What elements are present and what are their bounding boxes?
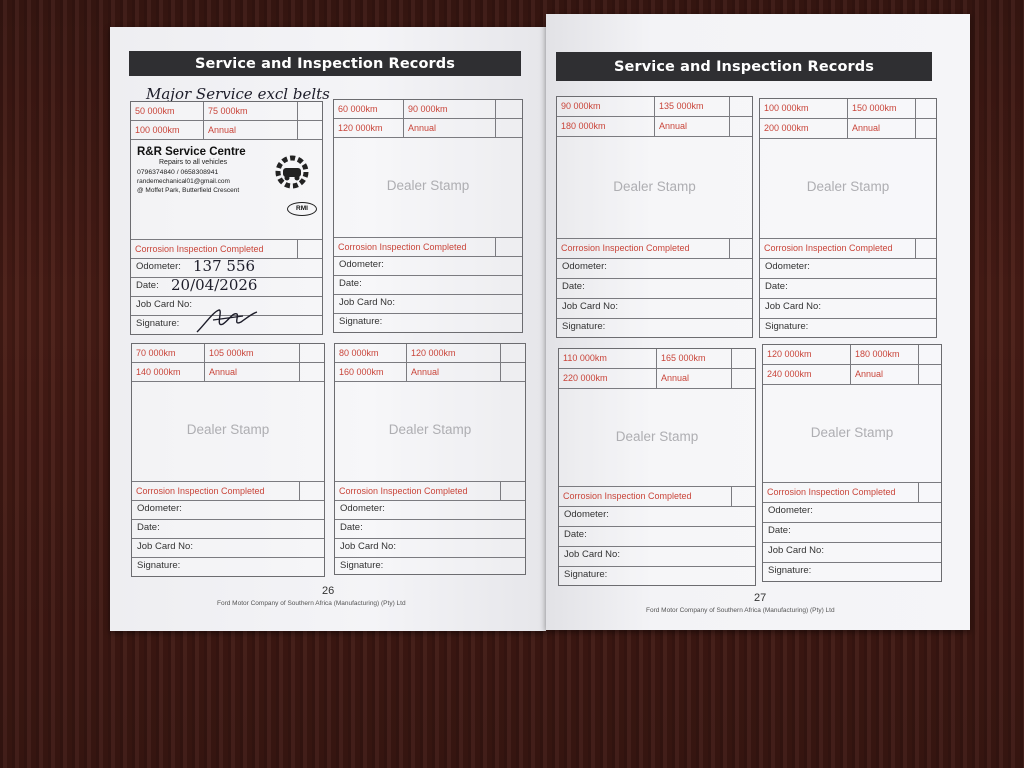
- handwritten-note: Major Service excl belts: [146, 85, 330, 103]
- interval-annual: Annual: [657, 369, 732, 388]
- interval-annual: Annual: [404, 119, 496, 137]
- interval-km: 180 000km: [851, 345, 919, 364]
- odometer-value: 137 556: [193, 257, 256, 275]
- interval-km: 120 000km: [334, 119, 404, 137]
- job-card-label: Job Card No:: [768, 545, 824, 556]
- page-footer: Ford Motor Company of Southern Africa (Manufacturing) (Pty) Ltd: [646, 607, 835, 614]
- signature-label: Signature:: [765, 321, 809, 332]
- interval-km: 90 000km: [557, 97, 655, 116]
- stamp-email: randemechanical01@gmail.com: [137, 178, 230, 185]
- gear-car-logo-icon: [267, 148, 317, 198]
- interval-annual: Annual: [204, 121, 298, 139]
- dealer-stamp-area: [334, 138, 522, 238]
- date-label: Date:: [564, 529, 587, 540]
- service-card: [558, 348, 756, 586]
- odometer-label: Odometer:: [137, 503, 182, 514]
- interval-km: 80 000km: [335, 344, 407, 362]
- corrosion-label: Corrosion Inspection Completed: [131, 240, 298, 258]
- dealer-stamp-area: [557, 137, 752, 239]
- job-card-label: Job Card No:: [564, 549, 620, 560]
- dealer-stamp-area: [763, 385, 941, 483]
- corrosion-label: Corrosion Inspection Completed: [559, 487, 732, 506]
- signature-label: Signature:: [562, 321, 606, 332]
- date-label: Date:: [765, 281, 788, 292]
- service-card: [762, 344, 942, 582]
- stamp-tagline: Repairs to all vehicles: [159, 159, 228, 166]
- interval-km: 75 000km: [204, 102, 298, 120]
- interval-km: 105 000km: [205, 344, 300, 362]
- dealer-stamp-placeholder: Dealer Stamp: [388, 422, 472, 437]
- interval-annual: Annual: [407, 363, 501, 381]
- date-value: 20/04/2026: [171, 276, 258, 294]
- corrosion-label: Corrosion Inspection Completed: [132, 482, 300, 500]
- dealer-stamp-placeholder: Dealer Stamp: [810, 425, 894, 440]
- date-label: Date:: [136, 280, 159, 291]
- interval-km: 120 000km: [407, 344, 501, 362]
- page-number: 26: [322, 585, 335, 597]
- odometer-label: Odometer:: [562, 261, 607, 272]
- page-header: [556, 52, 932, 81]
- date-label: Date:: [340, 522, 363, 533]
- dealer-stamp-placeholder: Dealer Stamp: [806, 179, 890, 194]
- dealer-stamp-area: [335, 382, 525, 482]
- interval-km: 160 000km: [335, 363, 407, 381]
- corrosion-label: Corrosion Inspection Completed: [334, 238, 496, 256]
- dealer-stamp-area: [131, 140, 322, 240]
- interval-km: 90 000km: [404, 100, 496, 118]
- dealer-stamp-placeholder: Dealer Stamp: [386, 178, 470, 193]
- handwritten-signature: [193, 306, 263, 336]
- signature-label: Signature:: [564, 569, 608, 580]
- job-card-label: Job Card No:: [136, 299, 192, 310]
- signature-label: Signature:: [136, 318, 180, 329]
- interval-annual: Annual: [851, 365, 919, 384]
- interval-km: 100 000km: [760, 99, 848, 118]
- date-label: Date:: [562, 281, 585, 292]
- service-card: [131, 343, 325, 577]
- job-card-label: Job Card No:: [137, 541, 193, 552]
- corrosion-label: Corrosion Inspection Completed: [335, 482, 501, 500]
- interval-km: 165 000km: [657, 349, 732, 368]
- right-page: [546, 14, 970, 630]
- job-card-label: Job Card No:: [340, 541, 396, 552]
- interval-km: 135 000km: [655, 97, 730, 116]
- service-card: [333, 99, 523, 333]
- service-card: [556, 96, 753, 338]
- interval-km: 110 000km: [559, 349, 657, 368]
- service-card: [334, 343, 526, 575]
- interval-km: 70 000km: [132, 344, 205, 362]
- signature-label: Signature:: [340, 560, 384, 571]
- corrosion-label: Corrosion Inspection Completed: [760, 239, 916, 258]
- interval-km: 100 000km: [131, 121, 204, 139]
- service-card: [759, 98, 937, 338]
- interval-km: 240 000km: [763, 365, 851, 384]
- job-card-label: Job Card No:: [765, 301, 821, 312]
- page-header-title: Service and Inspection Records: [195, 55, 455, 72]
- interval-km: 180 000km: [557, 117, 655, 136]
- page-footer: Ford Motor Company of Southern Africa (Manufacturing) (Pty) Ltd: [217, 600, 406, 607]
- odometer-label: Odometer:: [136, 261, 181, 272]
- left-page: [110, 27, 546, 631]
- dealer-stamp-placeholder: Dealer Stamp: [613, 179, 696, 194]
- rmi-badge: RMI: [287, 202, 317, 216]
- stamp-name: R&R Service Centre: [137, 146, 246, 158]
- interval-annual: Annual: [205, 363, 300, 381]
- date-label: Date:: [137, 522, 160, 533]
- service-centre-stamp: [137, 146, 317, 212]
- stamp-address: @ Moffet Park, Butterfield Crescent: [137, 187, 240, 194]
- interval-km: 220 000km: [559, 369, 657, 388]
- interval-km: 140 000km: [132, 363, 205, 381]
- interval-km: 50 000km: [131, 102, 204, 120]
- date-label: Date:: [768, 525, 791, 536]
- corrosion-label: Corrosion Inspection Completed: [763, 483, 919, 502]
- date-label: Date:: [339, 278, 362, 289]
- corrosion-label: Corrosion Inspection Completed: [557, 239, 730, 258]
- dealer-stamp-area: [760, 139, 936, 239]
- service-card: [130, 101, 323, 335]
- dealer-stamp-placeholder: Dealer Stamp: [615, 429, 699, 444]
- page-number: 27: [754, 592, 767, 604]
- signature-label: Signature:: [137, 560, 181, 571]
- interval-km: 150 000km: [848, 99, 916, 118]
- page-header: [129, 51, 521, 76]
- odometer-label: Odometer:: [339, 259, 384, 270]
- dealer-stamp-area: [559, 389, 755, 487]
- odometer-label: Odometer:: [765, 261, 810, 272]
- job-card-label: Job Card No:: [562, 301, 618, 312]
- interval-annual: Annual: [655, 117, 730, 136]
- interval-km: 120 000km: [763, 345, 851, 364]
- signature-label: Signature:: [768, 565, 812, 576]
- signature-label: Signature:: [339, 316, 383, 327]
- dealer-stamp-placeholder: Dealer Stamp: [186, 422, 270, 437]
- dealer-stamp-area: [132, 382, 324, 482]
- page-header-title: Service and Inspection Records: [614, 58, 874, 75]
- job-card-label: Job Card No:: [339, 297, 395, 308]
- interval-km: 200 000km: [760, 119, 848, 138]
- odometer-label: Odometer:: [564, 509, 609, 520]
- odometer-label: Odometer:: [340, 503, 385, 514]
- interval-km: 60 000km: [334, 100, 404, 118]
- odometer-label: Odometer:: [768, 505, 813, 516]
- stamp-phones: 0796374840 / 0658308941: [137, 169, 219, 176]
- interval-annual: Annual: [848, 119, 916, 138]
